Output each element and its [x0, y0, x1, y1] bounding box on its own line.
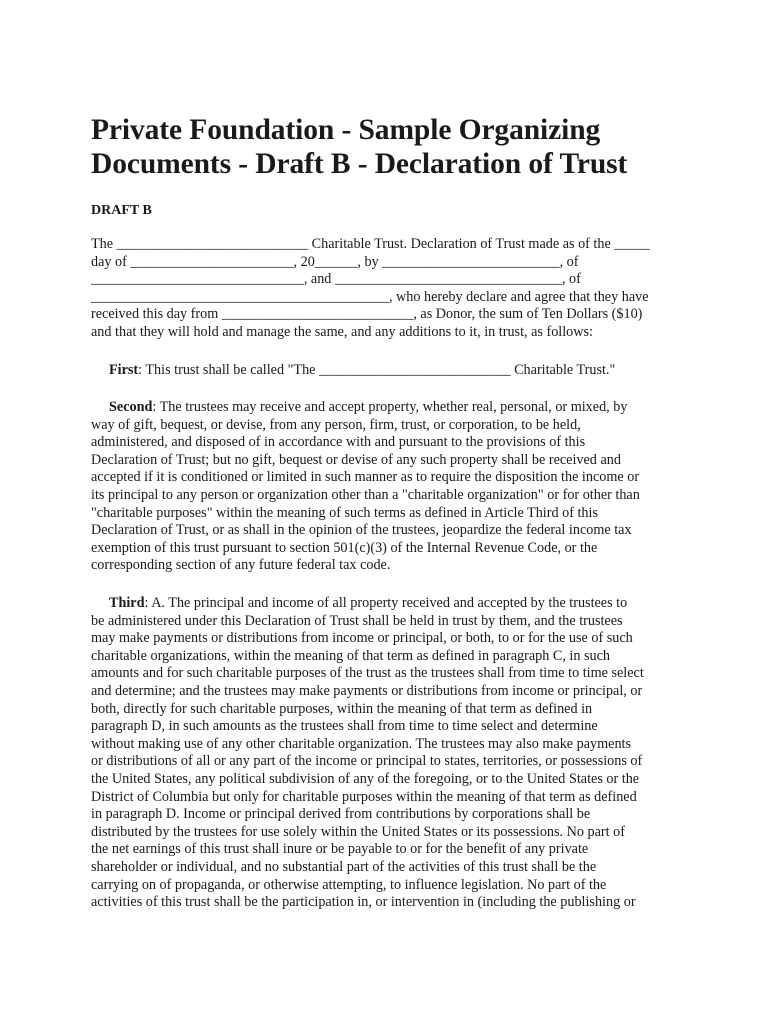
text-line: may make payments or distributions from income or principal, or both, to or for the use of such [91, 630, 633, 647]
text-line: without making use of any other charitable organization. The trustees may also make payments [91, 735, 632, 752]
text-line [91, 595, 671, 613]
article-text: : The trustees may receive and accept property, whether real, personal, or mixed, by [152, 399, 628, 415]
article-heading: Second [109, 399, 153, 415]
article-text: : A. The principal and income of all property received and accepted by the trustees to [144, 595, 628, 611]
text-line: Declaration of Trust, or as shall in the opinion of the trustees, jeopardize the federal income tax [91, 522, 632, 539]
text-line: corresponding section of any future federal tax code. [91, 557, 391, 574]
text-line: ______________________________, and ________________________________, of [91, 271, 581, 288]
text-line: carrying on of propaganda, or otherwise attempting, to influence legislation. No part of the [91, 876, 607, 893]
article-heading: Third [109, 595, 145, 611]
text-line: District of Columbia but only for charitable purposes within the meaning of that term as defined [91, 788, 637, 805]
text-line: activities of this trust shall be the participation in, or intervention in (including the publishing or [91, 894, 636, 911]
text-line: distributed by the trustees for use solely within the United States or its possessions. No part of [91, 823, 625, 840]
title-line: Private Foundation - Sample Organizing [91, 114, 601, 146]
article-second [91, 399, 671, 575]
title-line: Documents - Draft B - Declaration of Trust [91, 148, 628, 180]
text-line: accepted if it is conditioned or limited in such manner as to require the disposition the income or [91, 469, 640, 486]
intro-paragraph [91, 236, 671, 342]
text-line: day of _______________________, 20______, by _________________________, of [91, 253, 579, 270]
text-line: received this day from ___________________________, as Donor, the sum of Ten Dollars ($10) [91, 306, 643, 323]
text-line: exemption of this trust pursuant to section 501(c)(3) of the Internal Revenue Code, or the [91, 539, 598, 556]
draft-label: DRAFT B [91, 203, 152, 218]
document-title [91, 113, 671, 181]
text-line: The ___________________________ Charitable Trust. Declaration of Trust made as of the _____ [91, 236, 650, 252]
text-line: paragraph D, in such amounts as the trustees shall from time to time select and determine [91, 718, 598, 735]
text-line: shareholder or individual, and no substantial part of the activities of this trust shall be the [91, 858, 597, 875]
text-line: "charitable purposes" within the meaning of such terms as defined in Article Third of this [91, 504, 598, 521]
text-line: in paragraph D. Income or principal derived from contributions by corporations shall be [91, 806, 591, 823]
text-line [91, 362, 671, 380]
text-line: be administered under this Declaration of Trust shall be held in trust by them, and the trustees [91, 612, 623, 629]
text-line: Declaration of Trust; but no gift, bequest or devise of any such property shall be received and [91, 451, 621, 468]
article-third [91, 595, 671, 912]
text-line: the United States, any political subdivision of any of the foregoing, or to the United States or the [91, 770, 640, 787]
text-line: and determine; and the trustees may make payments or distributions from income or principal, or [91, 682, 643, 699]
text-line: administered, and disposed of in accordance with and pursuant to the provisions of this [91, 434, 586, 451]
text-line: or distributions of all or any part of the income or principal to states, territories, or possessions of [91, 753, 643, 770]
article-text: : This trust shall be called "The ___________________________ Charitable Trust." [138, 362, 616, 378]
text-line: way of gift, bequest, or devise, from any person, firm, trust, or corporation, to be held, [91, 416, 581, 433]
text-line [91, 399, 671, 417]
text-line: both, directly for such charitable purposes, within the meaning of that term as defined in [91, 700, 593, 717]
text-line: and that they will hold and manage the same, and any additions to it, in trust, as follows: [91, 323, 593, 340]
text-line: __________________________________________, who hereby declare and agree that they have [91, 288, 649, 305]
article-heading: First [109, 362, 139, 378]
text-line: its principal to any person or organization other than a "charitable organization" or for other than [91, 486, 640, 503]
text-line: the net earnings of this trust shall inure or be payable to or for the benefit of any private [91, 841, 589, 858]
text-line: charitable organizations, within the meaning of that term as defined in paragraph C, in such [91, 647, 611, 664]
article-first [91, 362, 671, 380]
text-line: amounts and for such charitable purposes of the trust as the trustees shall from time to time select [91, 665, 644, 682]
